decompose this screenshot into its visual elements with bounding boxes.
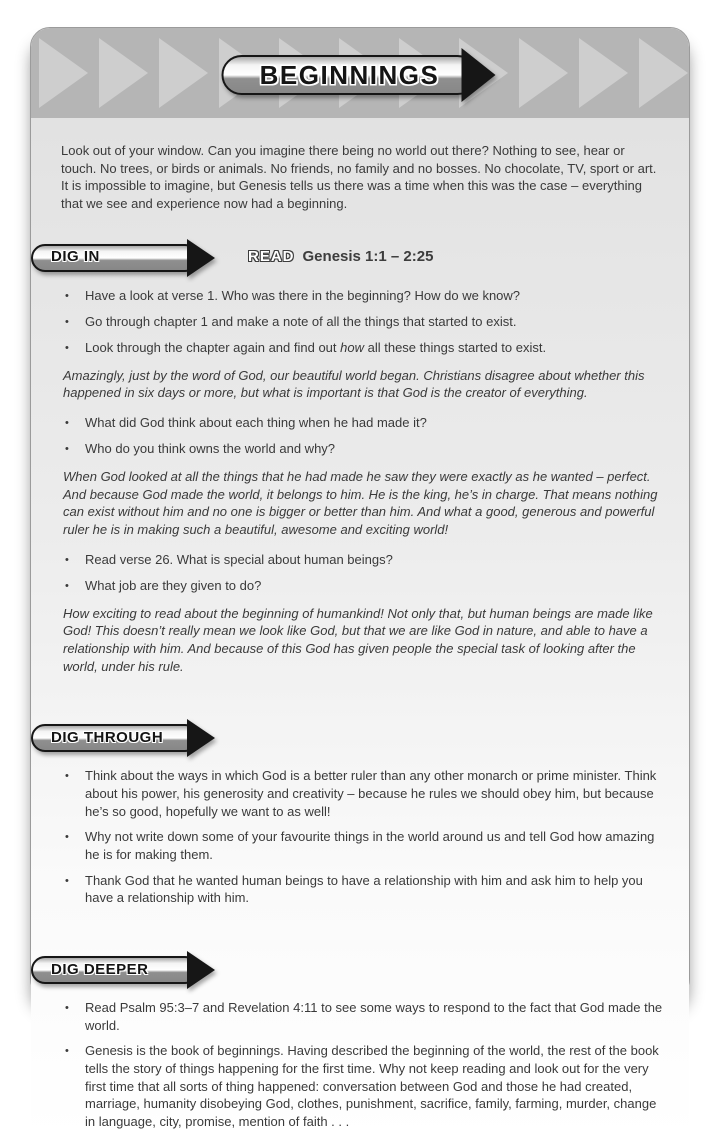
page-title: BEGINNINGS [259, 59, 440, 90]
bullet-text: What job are they given to do? [85, 577, 262, 593]
dig-in-bullets-1 [63, 287, 663, 357]
bullet-text: Who do you think owns the world and why? [85, 441, 336, 457]
list-item [63, 440, 663, 458]
bullet-text: What did God think about each thing when he had made it? [85, 415, 427, 431]
triangle-icon [99, 38, 148, 108]
bullet-text: Genesis is the book of beginnings. Having described the beginning of the world, the rest of the book tells the story of things happening for the first time. Why not keep reading and look out for the very first time that all sorts of thing happened: conversation between God and those he had created, marriage, humanity disobeying God, clothes, punishment, sacrifice, family, farming, murder, change in language, city, promise, mention of faith . . . [85, 1043, 659, 1130]
dig-through-bullets [63, 767, 663, 907]
list-item [63, 1042, 663, 1130]
title-pill [222, 55, 478, 95]
bullet-icon: • [65, 831, 69, 844]
worksheet-page [30, 27, 690, 1130]
section-header-dig-in [31, 239, 663, 277]
list-item [63, 551, 663, 569]
bullet-icon: • [65, 874, 69, 887]
dig-deeper-bullets [63, 999, 663, 1131]
bullet-text: Go through chapter 1 and make a note of all the things that started to exist. [85, 313, 517, 329]
triangle-icon [159, 38, 208, 108]
list-item [63, 414, 663, 432]
bullet-text: Have a look at verse 1. Who was there in the beginning? How do we know? [85, 287, 521, 303]
dig-deeper-banner [31, 951, 218, 989]
bullet-icon: • [65, 1045, 69, 1058]
list-item [63, 999, 663, 1034]
dig-through-banner [31, 719, 218, 757]
bullet-text: Why not write down some of your favourite things in the world around us and tell God how amazing he is for making them. [85, 829, 655, 863]
arrow-right-icon [187, 239, 218, 277]
section-header-dig-deeper [31, 951, 663, 989]
dig-deeper-pill [31, 956, 199, 984]
bullet-icon: • [65, 443, 69, 456]
list-item [63, 339, 663, 357]
dig-in-pill [31, 244, 199, 272]
bullet-text-post: all these things started to exist. [364, 339, 547, 355]
bullet-icon: • [65, 770, 69, 783]
list-item [63, 313, 663, 331]
section-header-dig-through [31, 719, 663, 757]
title-banner [222, 48, 499, 102]
bullet-icon: • [65, 579, 69, 592]
list-item [63, 767, 663, 820]
dig-in-heading: DIG IN [51, 248, 100, 266]
bullet-icon: • [65, 417, 69, 430]
bullet-icon: • [65, 341, 69, 354]
page-content [31, 118, 689, 1139]
bullet-icon: • [65, 1002, 69, 1015]
bullet-text-pre: Look through the chapter again and find out [85, 339, 341, 355]
bullet-icon: • [65, 315, 69, 328]
bullet-text: Thank God that he wanted human beings to have a relationship with him and ask him to help you have a relationship with him. [85, 872, 643, 906]
triangle-icon [519, 38, 568, 108]
bullet-icon: • [65, 289, 69, 302]
dig-in-bullets-2 [63, 414, 663, 458]
triangle-icon [39, 38, 88, 108]
arrow-right-icon [462, 48, 499, 102]
dig-through-heading: DIG THROUGH [51, 729, 164, 747]
dig-in-bullets-3 [63, 551, 663, 595]
arrow-right-icon [187, 951, 218, 989]
triangle-icon [579, 38, 628, 108]
bullet-icon: • [65, 553, 69, 566]
bullet-text: Think about the ways in which God is a better ruler than any other monarch or prime minister. Think about his power, his generosity and creativity – because he rules we should obey him, but because he’s so good, hopefully we want to as well! [85, 768, 657, 819]
bullet-text [85, 339, 663, 357]
dig-through-pill [31, 724, 199, 752]
list-item [63, 577, 663, 595]
dig-deeper-heading: DIG DEEPER [51, 960, 149, 978]
triangle-icon [639, 38, 688, 108]
list-item [63, 872, 663, 907]
commentary-paragraph: When God looked at all the things that he had made he saw they were exactly as he wanted – perfect. And because God made the world, it belongs to him. He is the king, he’s in charge. That means nothing can exist without him and no one is bigger or better than him. And what a good, generous and powerful ruler he is in making such a beautiful, awesome and exciting world! [63, 469, 658, 538]
intro-paragraph: Look out of your window. Can you imagine there being no world out there? Nothing to see, hear or touch. No trees, or birds or animals. No friends, no family and no bosses. No chocolate, TV, sport or art. It is impossible to imagine, but Genesis tells us there was a time when this was the case – everything that we see and experience now had a beginning. [61, 143, 657, 212]
commentary-paragraph: How exciting to read about the beginning of humankind! Not only that, but human beings are made like God! This doesn’t really mean we look like God, but that we are like God in nature, and able to have a relationship with him. And because of this God has given people the special task of looking after the world, under his rule. [63, 605, 653, 674]
bullet-text: Read Psalm 95:3–7 and Revelation 4:11 to see some ways to respond to the fact that God made the world. [85, 1000, 663, 1033]
commentary-paragraph: Amazingly, just by the word of God, our beautiful world began. Christians disagree about whether this happened in six days or more, but what is important is that God is the creator of everything. [63, 367, 645, 401]
read-scripture-reference: Genesis 1:1 – 2:25 [302, 248, 434, 266]
read-reference-row [248, 247, 433, 267]
arrow-right-icon [187, 719, 218, 757]
bullet-text: Read verse 26. What is special about human beings? [85, 551, 393, 567]
bullet-text-em: how [340, 339, 364, 355]
list-item [63, 828, 663, 863]
header-band [31, 28, 689, 118]
list-item [63, 287, 663, 305]
dig-in-banner [31, 239, 218, 277]
read-badge: READ [248, 248, 295, 266]
